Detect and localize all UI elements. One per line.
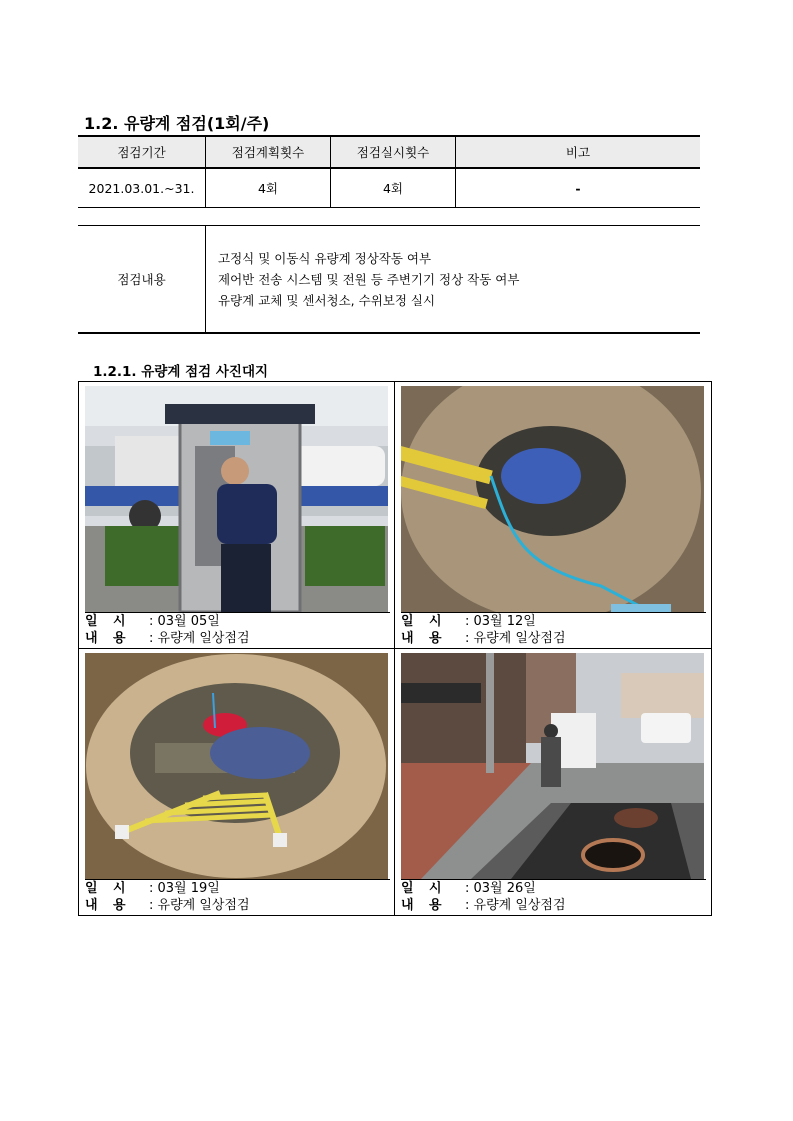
header-period: 점검기간 xyxy=(78,136,206,168)
photo-3-date-row: 일 시 : 03월 19일 xyxy=(85,879,390,898)
content-table xyxy=(78,225,700,334)
photo-2-date: : 03월 12일 xyxy=(465,614,536,629)
content-line-3: 유량계 교체 및 센서청소, 수위보정 실시 xyxy=(218,292,436,308)
control-panel-photo xyxy=(85,386,388,612)
photo-grid xyxy=(78,381,712,916)
content-line-2: 제어반 전송 시스템 및 전원 등 주변기기 정상 작동 여부 xyxy=(218,271,520,287)
photo-3-date: : 03월 19일 xyxy=(149,881,220,896)
header-remarks: 비고 xyxy=(456,136,701,168)
photo-4-date-row: 일 시 : 03월 26일 xyxy=(401,879,706,898)
photo-4-content-row: 내 용 : 유량계 일상점검 xyxy=(401,898,566,913)
photo-2-date-row: 일 시 : 03월 12일 xyxy=(401,612,706,631)
summary-header-row xyxy=(78,136,700,168)
header-planned: 점검계획횟수 xyxy=(206,136,331,168)
photo-1-content-row: 내 용 : 유량계 일상점검 xyxy=(85,631,250,646)
photo-3-content-row: 내 용 : 유량계 일상점검 xyxy=(85,898,250,913)
manhole-ladder-photo xyxy=(85,653,388,879)
manhole-interior-photo xyxy=(401,386,704,612)
content-label: 점검내용 xyxy=(78,226,206,334)
content-line-1: 고정식 및 이동식 유량계 정상작동 여부 xyxy=(218,250,432,266)
cell-remarks: - xyxy=(456,168,701,208)
summary-data-row xyxy=(78,168,700,208)
photo-2-content-row: 내 용 : 유량계 일상점검 xyxy=(401,631,566,646)
photo-1-content: : 유량계 일상점검 xyxy=(149,631,250,646)
photo-cell-4 xyxy=(395,649,711,916)
header-performed: 점검실시횟수 xyxy=(331,136,456,168)
photo-3-content: : 유량계 일상점검 xyxy=(149,898,250,913)
photo-4-content: : 유량계 일상점검 xyxy=(465,898,566,913)
photo-cell-3 xyxy=(79,649,395,916)
cell-period: 2021.03.01.~31. xyxy=(78,168,206,208)
cell-performed: 4회 xyxy=(331,168,456,208)
cell-planned: 4회 xyxy=(206,168,331,208)
photo-cell-1 xyxy=(79,382,395,649)
section-title: 1.2. 유량계 점검(1회/주) xyxy=(84,114,270,133)
photo-1-date: : 03월 05일 xyxy=(149,614,220,629)
street-manhole-photo xyxy=(401,653,704,879)
photo-1-date-row: 일 시 : 03월 05일 xyxy=(85,612,390,631)
photo-2-content: : 유량계 일상점검 xyxy=(465,631,566,646)
photo-cell-2 xyxy=(395,382,711,649)
content-lines xyxy=(206,226,701,334)
summary-table xyxy=(78,135,700,208)
subsection-title: 1.2.1. 유량계 점검 사진대지 xyxy=(93,364,269,380)
photo-4-date: : 03월 26일 xyxy=(465,881,536,896)
